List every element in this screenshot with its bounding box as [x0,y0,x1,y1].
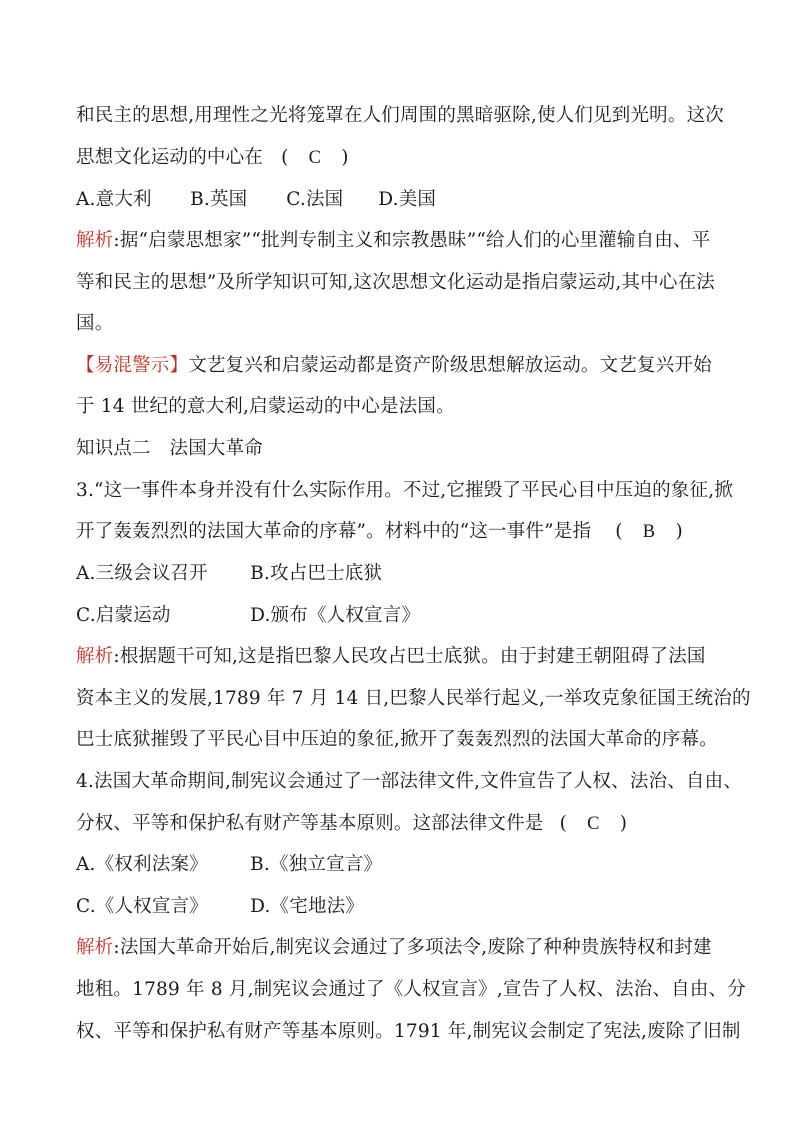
q2-analysis-text-1: :据“启蒙思想家”“批判专制主义和宗教愚昧”“给人们的心里灌输自由、平 [113,230,711,251]
q4-analysis-line-3 [76,1017,741,1047]
q2-options [76,185,436,215]
q2-analysis-line-2 [76,268,715,298]
q2-answer-open: ( [281,147,289,168]
q2-stem-text-2: 思想文化运动的中心在 [76,147,264,168]
q3-stem-line-2 [76,517,683,547]
q3-analysis-text-2: 资本主义的发展,1789 年 7 月 14 日,巴黎人民举行起义,一举攻克象征国王统治的 [76,688,751,709]
q4-analysis-text-3: 权、平等和保护私有财产等基本原则。1791 年,制宪议会制定了宪法,废除了旧制 [76,1021,741,1042]
q4-analysis-text-2: 地租。1789 年 8 月,制宪议会通过了《人权宣言》,宣告了人权、法治、自由、分 [76,979,746,1000]
q4-analysis-line-1 [76,933,712,963]
q2-warning-line-2 [76,392,455,422]
q3-stem-line-1 [76,476,733,506]
q3-stem-text-2: 开了轰轰烈烈的法国大革命的序幕”。材料中的“这一事件”是指 [76,521,592,542]
q3-options-row-2 [76,601,420,631]
q2-stem-line-2 [76,143,349,173]
q3-option-c: C.启蒙运动 [76,605,171,626]
q4-answer-close: ) [619,813,628,834]
section-title: 知识点二 法国大革命 [76,438,264,459]
q2-analysis-line-1 [76,226,710,256]
q3-analysis-text-3: 巴士底狱摧毁了平民心目中压迫的象征,掀开了轰轰烈烈的法国大革命的序幕。 [76,729,718,750]
q2-option-b: B.英国 [190,189,248,210]
q4-options-row-1 [76,850,382,880]
q4-answer-open: ( [559,813,568,834]
q2-analysis-line-3 [76,309,113,339]
q4-options-row-2 [76,892,364,922]
q3-option-d: D.颁布《人权宣言》 [250,605,421,626]
q4-option-c: C.《人权宣言》 [76,896,208,917]
q2-stem-text-1: 和民主的思想,用理性之光将笼罩在人们周围的黑暗驱除,使人们见到光明。这次 [76,105,724,126]
q2-warning-text-2: 于 14 世纪的意大利,启蒙运动的中心是法国。 [76,396,455,417]
q4-answer: C [587,814,600,834]
q3-analysis-text-1: :根据题干可知,这是指巴黎人民攻占巴士底狱。由于封建王朝阻碍了法国 [113,646,706,667]
q4-stem-text-1: 4.法国大革命期间,制宪议会通过了一部法律文件,文件宣告了人权、法治、自由、 [76,771,743,792]
q3-stem-text-1: 3.“这一事件本身并没有什么实际作用。不过,它摧毁了平民心目中压迫的象征,掀 [76,480,733,501]
q4-option-d: D.《宅地法》 [250,896,365,917]
q4-option-a: A.《权利法案》 [76,854,208,875]
q4-analysis-text-1: :法国大革命开始后,制宪议会通过了多项法令,废除了种种贵族特权和封建 [113,937,712,958]
q2-option-c: C.法国 [286,189,344,210]
q2-option-a: A.意大利 [76,189,152,210]
q4-analysis-line-2 [76,975,746,1005]
q4-stem-text-2: 分权、平等和保护私有财产等基本原则。这部法律文件是 [76,813,544,834]
q2-option-d: D.美国 [378,189,437,210]
q3-analysis-line-2 [76,684,751,714]
q3-option-b: B.攻占巴士底狱 [250,563,383,584]
q4-stem-line-2 [76,809,627,839]
q2-analysis-text-3: 国。 [76,313,114,334]
q2-analysis-text-2: 等和民主的思想”及所学知识可知,这次思想文化运动是指启蒙运动,其中心在法 [76,272,715,293]
q3-option-a: A.三级会议召开 [76,563,208,584]
q2-warning-text-1: 文艺复兴和启蒙运动都是资产阶级思想解放运动。文艺复兴开始 [188,355,712,376]
q3-analysis-line-1 [76,642,706,672]
q2-answer: C [308,148,322,168]
q3-answer-open: ( [615,521,623,542]
q3-answer: B [642,522,656,542]
q3-answer-close: ) [675,521,683,542]
q4-analysis-label: 解析 [76,937,114,958]
q2-answer-close: ) [341,147,349,168]
q3-analysis-label: 解析 [76,646,114,667]
q2-analysis-label: 解析 [76,230,114,251]
section-heading [76,434,263,464]
q2-warning-line-1 [76,351,712,381]
q2-warning-label: 【易混警示】 [76,355,189,376]
q4-option-b: B.《独立宣言》 [250,854,383,875]
q3-options-row-1 [76,559,382,589]
q3-analysis-line-3 [76,725,718,755]
q2-stem-line-1 [76,101,724,131]
q4-stem-line-1 [76,767,742,797]
